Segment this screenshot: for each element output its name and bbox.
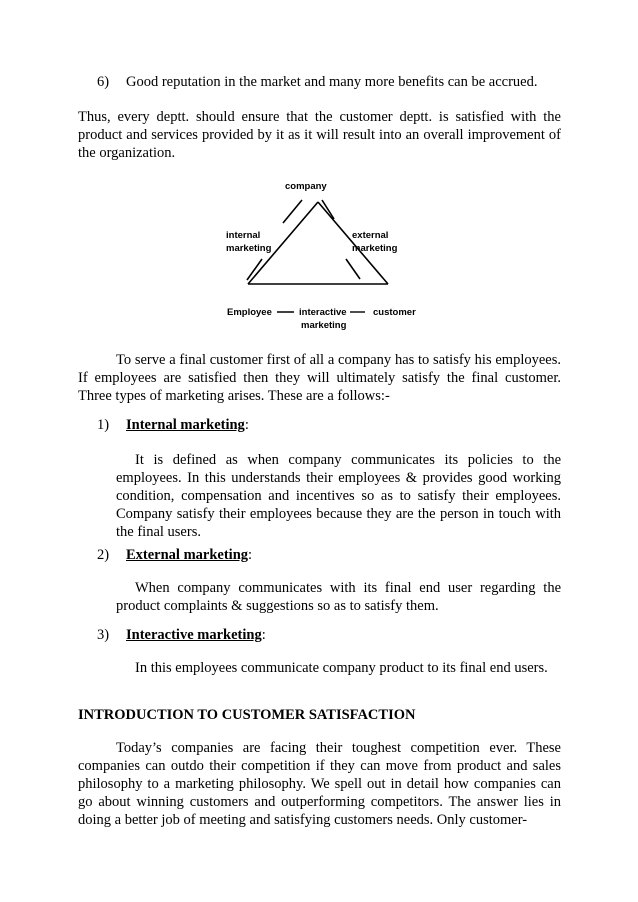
label-external: external (352, 230, 389, 241)
list-number: 1) (97, 417, 110, 433)
label-interactive: interactive (299, 307, 347, 318)
marketing-triangle-diagram (215, 172, 430, 340)
list-item-3-heading (97, 626, 561, 644)
list-title: Interactive marketing (126, 627, 262, 643)
list-item-2-heading (97, 546, 561, 564)
list-item-1-body: It is defined as when company communicates its policies to the employees. In this understands their employees & provides good working condition, compensation and incentives so as to satisfy their employees. Company satisfy their employees because they are the person in touch with the final users. (116, 452, 561, 540)
list-item-6 (97, 73, 567, 91)
arrow-mark-lower-right (346, 259, 360, 279)
list-title: Internal marketing (126, 417, 245, 433)
label-company: company (285, 181, 327, 192)
list-colon: : (261, 627, 266, 643)
paragraph-today: Today’s companies are facing their toughest competition ever. These companies can outdo their competition if they can move from product and sales philosophy to a marketing philosophy. We spell out in detail how companies can go about winning customers and outperforming competitors. The answer lies in doing a better job of meeting and satisfying customers needs. Only customer- (78, 740, 561, 828)
list-colon: : (248, 547, 253, 563)
list-colon: : (244, 417, 249, 433)
paragraph-serve: To serve a final customer first of all a company has to satisfy his employees. If employees are satisfied then they will ultimately satisfy the final customer. Three types of marketing arises. These are a follows:- (78, 352, 561, 404)
paragraph-thus: Thus, every deptt. should ensure that the customer deptt. is satisfied with the product and services provided by it as it will result into an overall improvement of the organization. (78, 109, 561, 161)
list-title: External marketing (126, 547, 249, 563)
arrow-mark-upper-left (283, 200, 302, 223)
list-text: Good reputation in the market and many more benefits can be accrued. (126, 74, 538, 90)
list-item-1-heading (97, 416, 561, 434)
list-number: 3) (97, 627, 110, 643)
list-item-2-body: When company communicates with its final end user regarding the product complaints & suggestions so as to satisfy them. (116, 580, 561, 614)
label-customer: customer (373, 307, 416, 318)
label-internal: internal (226, 230, 261, 241)
label-interactive-marketing: marketing (301, 320, 347, 331)
section-heading: INTRODUCTION TO CUSTOMER SATISFACTION (78, 707, 416, 723)
label-internal-marketing: marketing (226, 243, 272, 254)
label-external-marketing: marketing (352, 243, 398, 254)
list-number: 2) (97, 547, 110, 563)
list-item-3-body: In this employees communicate company product to its final end users. (135, 660, 548, 676)
label-employee: Employee (227, 307, 272, 318)
list-number: 6) (97, 74, 110, 90)
